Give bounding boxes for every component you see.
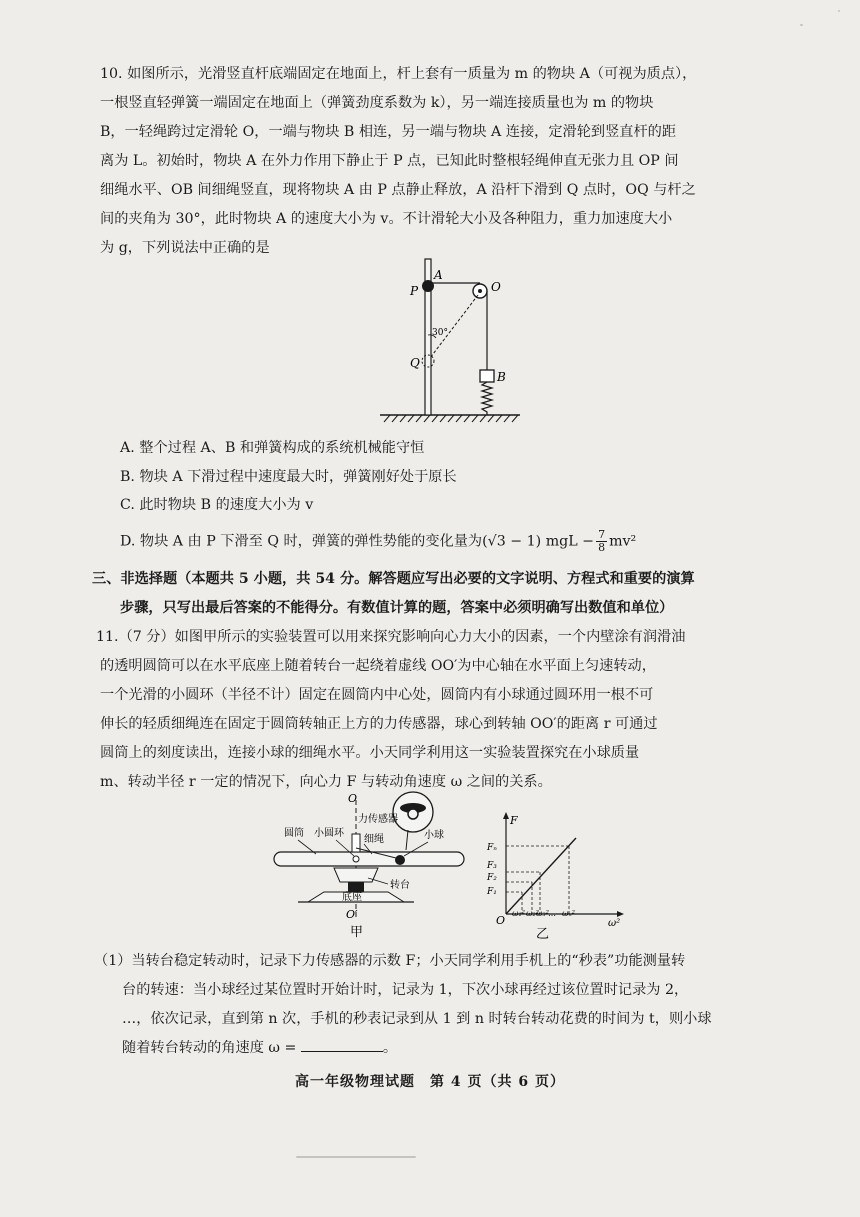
answer-blank[interactable] [301, 1037, 383, 1052]
fig-yi-tick-x: ω₁² [512, 909, 525, 918]
scan-speck [296, 1156, 416, 1158]
q11-sub1-line-2: 台的转速：当小球经过某位置时开始计时，记录为 1，下次小球再经过该位置时记录为 2， [122, 982, 689, 998]
q11-line-1: 11.（7 分）如图甲所示的实验装置可以用来探究影响向心力大小的因素，一个内壁涂有润滑油 [96, 629, 686, 645]
fig-yi-tick-y: F₁ [487, 887, 497, 897]
fig-yi-caption: 乙 [536, 927, 550, 942]
fig-jia-caption: 甲 [350, 925, 364, 940]
label-angle: 30° [432, 328, 448, 338]
fig-jia-ball-label: 小球 [424, 830, 444, 841]
scan-speck [838, 10, 840, 12]
label-Q: Q [410, 356, 420, 370]
label-O: O [491, 280, 501, 294]
q11-line-2: 的透明圆筒可以在水平底座上随着转台一起绕着虚线 OO′为中心轴在水平面上匀速转动， [100, 658, 656, 674]
scan-speck [800, 24, 803, 26]
q10-option-b: B. 物块 A 下滑过程中速度最大时，弹簧刚好处于原长 [120, 469, 457, 485]
q11-line-4: 伸长的轻质细绳连在固定于圆筒转轴正上方的力传感器，球心到转轴 OO′的距离 r 可通过 [100, 716, 658, 732]
q10-figure [370, 255, 530, 425]
fig-yi-x-axis: ω² [608, 918, 621, 929]
fig-jia-table-label: 转台 [390, 880, 410, 891]
q10-option-d-expr: (√3 − 1) mgL − [482, 533, 595, 550]
fig-jia-O-bottom: O′ [346, 908, 358, 921]
fig-yi-y-axis: F [510, 814, 518, 827]
label-A: A [434, 268, 443, 282]
section-3-line-1: 三、非选择题（本题共 5 小题，共 54 分。解答题应写出必要的文字说明、方程式和重要的演算 [92, 571, 695, 587]
q10-line-6: 间的夹角为 30°，此时物块 A 的速度大小为 v。不计滑轮大小及各种阻力，重力加速度大小 [100, 211, 673, 227]
fig-jia-base-label: 底座 [342, 892, 362, 903]
q11-sub1-line-4-end: 。 [382, 1040, 398, 1056]
q10-option-d-end: mv² [609, 533, 637, 550]
fig-yi-tick-y: F₃ [487, 861, 497, 871]
q10-line-4: 离为 L。初始时，物块 A 在外力作用下静止于 P 点，已知此时整根轻绳伸直无张力且 OP 间 [100, 153, 679, 169]
fig-jia-sensor-label: 力传感器 [358, 814, 398, 825]
section-3-line-2: 步骤，只写出最后答案的不能得分。有数值计算的题，答案中必须明确写出数值和单位） [120, 600, 674, 616]
q11-line-6: m、转动半径 r 一定的情况下，向心力 F 与转动角速度 ω 之间的关系。 [100, 774, 552, 790]
figure-yi [480, 810, 630, 945]
fig-jia-rope-label: 细绳 [364, 834, 384, 845]
q10-option-d-text: D. 物块 A 由 P 下滑至 Q 时，弹簧的弹性势能的变化量为 [120, 533, 483, 550]
q10-line-3: B，一轻绳跨过定滑轮 O，一端与物块 B 相连，另一端与物块 A 连接，定滑轮到竖直杆的距 [100, 124, 677, 140]
fig-yi-origin: O [496, 914, 506, 927]
q11-sub1-line-4 [122, 1034, 804, 1063]
q11-line-3: 一个光滑的小圆环（半径不计）固定在圆筒内中心处，圆筒内有小球通过圆环用一根不可 [100, 687, 654, 703]
q10-option-d [120, 529, 636, 554]
fraction [596, 529, 607, 554]
q11-sub1-line-1: （1）当转台稳定转动时，记录下力传感器的示数 F；小天同学利用手机上的“秒表”功能测量转 [94, 953, 686, 969]
fig-jia-tube-label: 圆筒 [284, 828, 304, 839]
fig-jia-O-top: O [348, 792, 358, 805]
label-B: B [497, 370, 506, 384]
q10-option-c: C. 此时物块 B 的速度大小为 v [120, 497, 314, 513]
fig-yi-tick-y: F₂ [487, 873, 497, 883]
q10-line-5: 细绳水平、OB 间细绳竖直，现将物块 A 由 P 点静止释放，A 沿杆下滑到 Q 点时，OQ 与杆之 [100, 182, 696, 198]
page-footer: 高一年级物理试题 第 4 页（共 6 页） [295, 1074, 565, 1090]
fig-jia-ring-label: 小圆环 [314, 828, 344, 839]
q10-line-2: 一根竖直轻弹簧一端固定在地面上（弹簧劲度系数为 k），另一端连接质量也为 m 的物块 [100, 95, 654, 111]
fig-yi-tick-x: ω₃² [536, 909, 549, 918]
fraction-numerator: 7 [598, 528, 606, 541]
q11-line-5: 圆筒上的刻度读出，连接小球的细绳水平。小天同学利用这一实验装置探究在小球质量 [100, 745, 640, 761]
fig-yi-tick-y: Fₙ [487, 843, 497, 853]
figure-jia [268, 790, 468, 940]
label-P: P [410, 284, 419, 298]
q10-line-7: 为 g，下列说法中正确的是 [100, 240, 270, 256]
fraction-denominator: 8 [598, 541, 606, 554]
q10-line-1: 10. 如图所示，光滑竖直杆底端固定在地面上，杆上套有一质量为 m 的物块 A（可视为质点）， [100, 66, 697, 82]
q11-sub1-line-3: …，依次记录，直到第 n 次，手机的秒表记录到从 1 到 n 时转台转动花费的时间为 t，则小球 [122, 1011, 712, 1027]
fig-yi-tick-x: ωₙ² [562, 909, 575, 918]
fig-yi-tick-x: ω₂² [526, 909, 539, 918]
q11-sub1-line-4-text: 随着转台转动的角速度 ω = [122, 1040, 297, 1056]
q10-option-a: A. 整个过程 A、B 和弹簧构成的系统机械能守恒 [120, 440, 425, 456]
fig-yi-tick-x: … [548, 909, 556, 918]
